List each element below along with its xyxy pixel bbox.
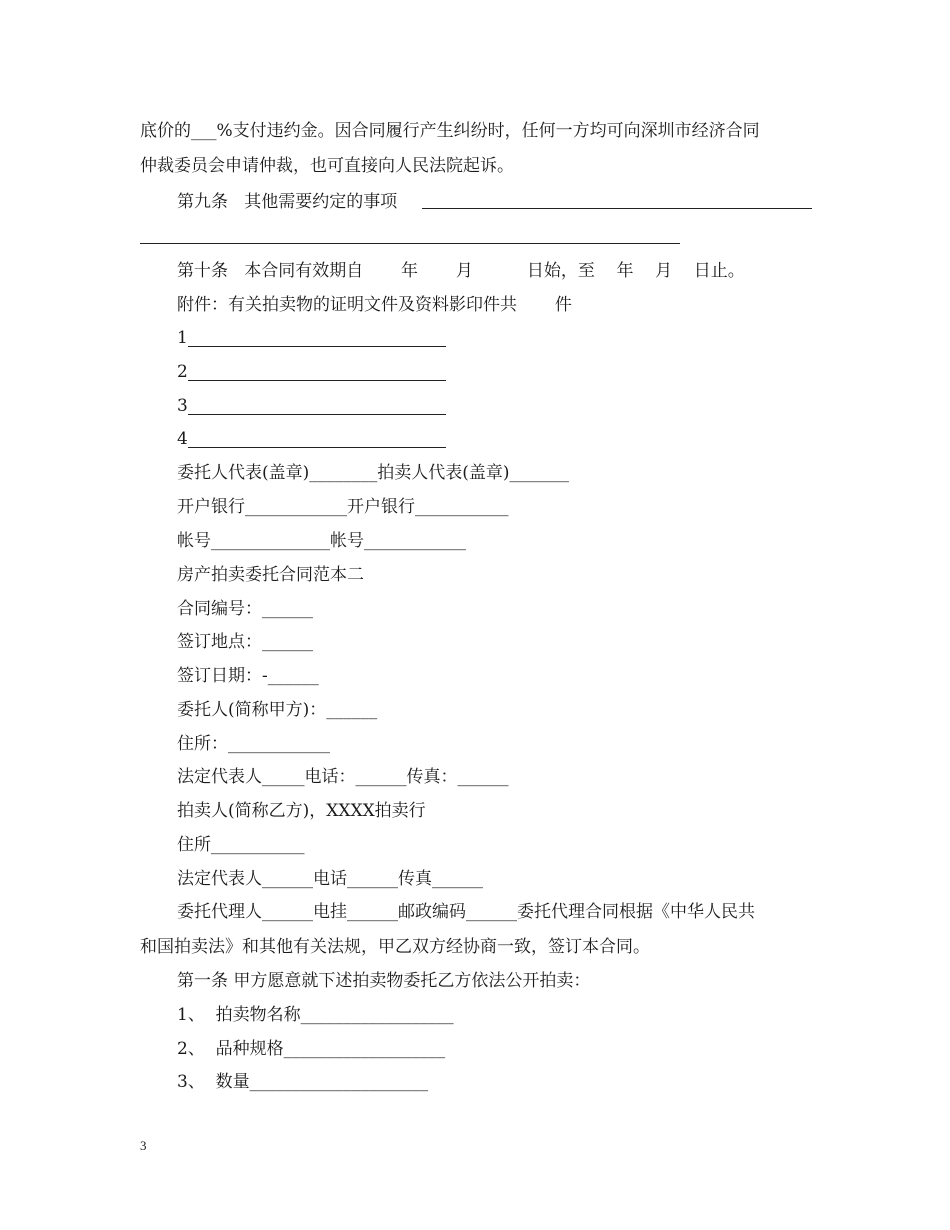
text-line: 住所：____________ bbox=[177, 734, 330, 754]
attachment-line: 附件：有关拍卖物的证明文件及资料影印件共 件 bbox=[177, 295, 572, 315]
text-line: 法定代表人_____电话：______传真：______ bbox=[177, 767, 509, 787]
fill-blank-rule bbox=[140, 243, 680, 244]
fill-blank-rule bbox=[188, 447, 446, 448]
attachment-item: 4 bbox=[177, 429, 188, 449]
article-9-heading: 第九条 其他需要约定的事项 bbox=[177, 192, 398, 212]
bank-line: 开户银行____________开户银行___________ bbox=[177, 497, 509, 517]
account-line: 帐号______________帐号____________ bbox=[177, 531, 466, 551]
fill-blank-rule bbox=[188, 414, 446, 415]
text-line: 签订地点：______ bbox=[177, 632, 313, 652]
text-line: 底价的___%支付违约金。因合同履行产生纠纷时，任何一方均可向深圳市经济合同 bbox=[140, 121, 760, 141]
list-item: 2、 品种规格___________________ bbox=[177, 1039, 446, 1059]
attachment-item: 1 bbox=[177, 328, 188, 348]
fill-blank-rule bbox=[188, 346, 446, 347]
text-line: 和国拍卖法》和其他有关法规，甲乙双方经协商一致，签订本合同。 bbox=[140, 937, 650, 957]
signature-line: 委托人代表(盖章)________拍卖人代表(盖章)_______ bbox=[177, 463, 570, 483]
text-line: 拍卖人(简称乙方)，XXXX拍卖行 bbox=[177, 801, 426, 821]
section-title: 房产拍卖委托合同范本二 bbox=[177, 565, 364, 585]
article-1-heading: 第一条 甲方愿意就下述拍卖物委托乙方依法公开拍卖： bbox=[177, 971, 591, 991]
fill-blank-rule bbox=[188, 380, 446, 381]
list-item: 3、 数量_____________________ bbox=[177, 1072, 429, 1092]
text-line: 委托人(简称甲方)：______ bbox=[177, 700, 378, 720]
text-line: 住所___________ bbox=[177, 835, 305, 855]
page-number: 3 bbox=[140, 1138, 147, 1153]
text-line: 合同编号：______ bbox=[177, 599, 313, 619]
text-line: 法定代表人______电话______传真______ bbox=[177, 869, 483, 889]
text-line: 签订日期：-______ bbox=[177, 666, 319, 686]
attachment-item: 2 bbox=[177, 362, 188, 382]
list-item: 1、 拍卖物名称__________________ bbox=[177, 1005, 454, 1025]
attachment-item: 3 bbox=[177, 396, 188, 416]
text-line: 仲裁委员会申请仲裁，也可直接向人民法院起诉。 bbox=[140, 156, 514, 176]
text-line: 委托代理人______电挂______邮政编码______委托代理合同根据《中华人民共 bbox=[177, 902, 755, 922]
fill-blank-rule bbox=[422, 208, 812, 209]
article-10: 第十条 本合同有效期自 年 月 日始，至 年 月 日止。 bbox=[177, 261, 745, 281]
